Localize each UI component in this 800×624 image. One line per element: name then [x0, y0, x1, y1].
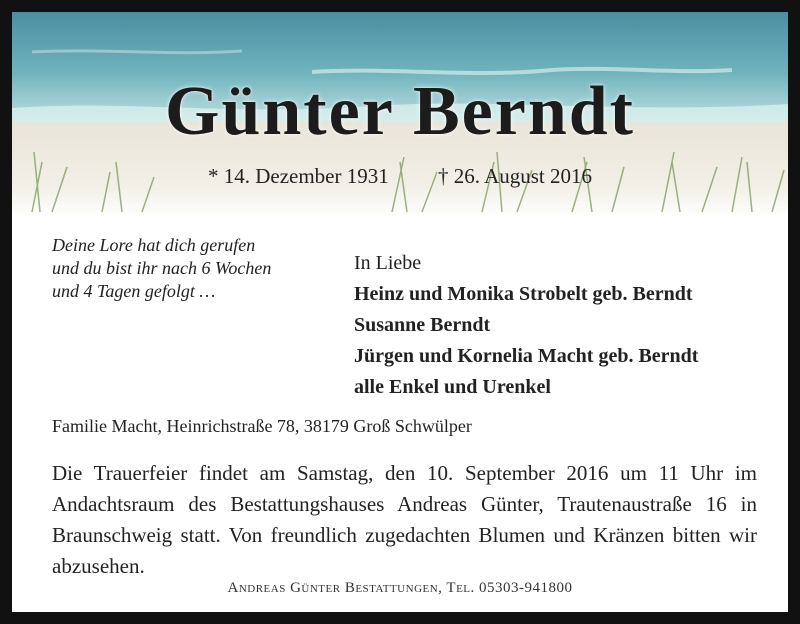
verse-line: Deine Lore hat dich gerufen: [52, 235, 256, 255]
family-member: alle Enkel und Urenkel: [354, 376, 551, 398]
family-list: [354, 248, 698, 403]
memorial-verse: [52, 234, 352, 303]
life-dates: [12, 164, 788, 189]
header-beach-image: [12, 12, 788, 217]
funeral-home-footer: Andreas Günter Bestattungen, Tel. 05303-941800: [227, 580, 573, 596]
family-member: Jürgen und Kornelia Macht geb. Berndt: [354, 345, 699, 367]
deceased-name: Günter Berndt: [165, 73, 635, 150]
birth-date: * 14. Dezember 1931: [207, 164, 389, 188]
family-address: Familie Macht, Heinrichstraße 78, 38179 Groß Schwülper: [52, 416, 472, 436]
family-intro: In Liebe: [354, 252, 422, 274]
verse-line: und du bist ihr nach 6 Wochen: [52, 258, 272, 278]
family-member: Susanne Berndt: [354, 314, 491, 336]
ceremony-notice: Die Trauerfeier findet am Samstag, den 10. September 2016 um 11 Uhr im Andachtsraum des Bestattungshauses Andreas Günter, Trautenaustraße 16 in Braunschweig statt. Von freundlich zugedachten Blumen und Kränzen bitten wir abzusehen.: [52, 461, 757, 578]
family-member: Heinz und Monika Strobelt geb. Berndt: [354, 283, 693, 305]
verse-line: und 4 Tagen gefolgt …: [52, 281, 216, 301]
death-date: † 26. August 2016: [438, 164, 593, 188]
